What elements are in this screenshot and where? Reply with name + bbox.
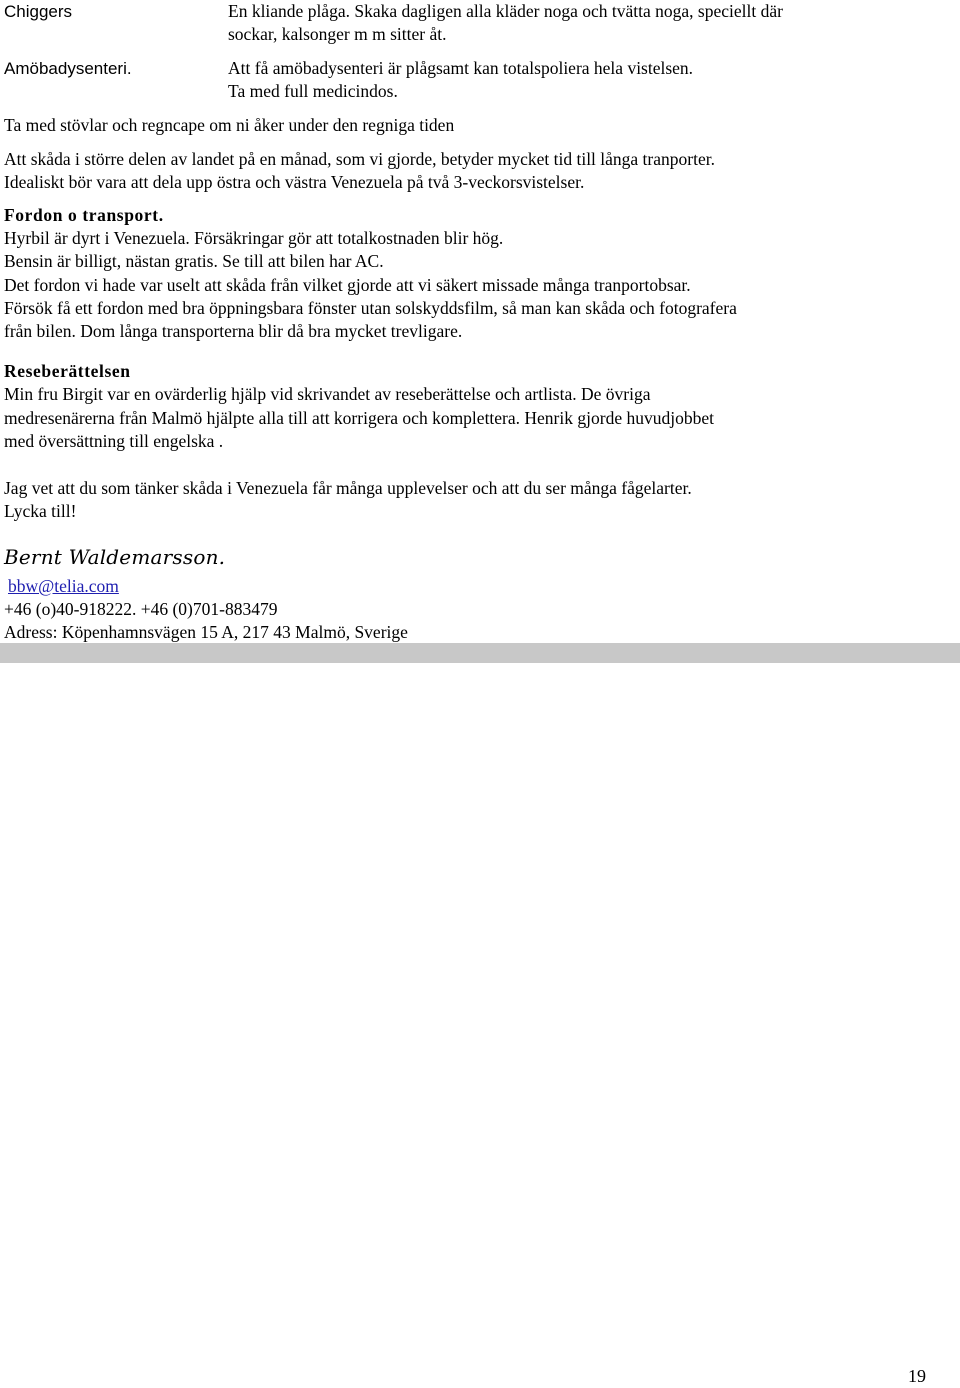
transport-line: Det fordon vi hade var uselt att skåda från vilket gjorde att vi säkert missade många tranportobsar. — [4, 275, 691, 295]
postal-address: Adress: Köpenhamnsvägen 15 A, 217 43 Malmö, Sverige — [4, 622, 408, 642]
desc-line: sockar, kalsonger m m sitter åt. — [228, 24, 447, 44]
desc-line: Att få amöbadysenteri är plågsamt kan totalspoliera hela vistelsen. — [228, 58, 694, 78]
transport-line: Bensin är billigt, nästan gratis. Se till att bilen har AC. — [4, 251, 384, 271]
month-paragraph-line: Att skåda i större delen av landet på en månad, som vi gjorde, betyder mycket tid till långa tranporter. — [4, 149, 715, 169]
desc-amobadysenteri — [228, 57, 948, 103]
story-line: med översättning till engelska . — [4, 431, 224, 451]
closing-line: Lycka till! — [4, 501, 77, 521]
email-link[interactable]: bbw@telia.com — [8, 576, 119, 596]
story-heading: Reseberättelsen — [4, 361, 131, 381]
signature: Bernt Waldemarsson. — [4, 545, 226, 569]
desc-line: Ta med full medicindos. — [228, 81, 398, 101]
gray-divider-bar — [0, 643, 960, 663]
transport-line: Försök få ett fordon med bra öppningsbara fönster utan solskyddsfilm, så man kan skåda och fotografera — [4, 298, 737, 318]
term-chiggers: Chiggers — [4, 2, 73, 21]
transport-heading: Fordon o transport. — [4, 205, 164, 225]
month-paragraph-line: Idealiskt bör vara att dela upp östra och västra Venezuela på två 3-veckorsvistelser. — [4, 172, 585, 192]
desc-line: En kliande plåga. Skaka dagligen alla kläder noga och tvätta noga, speciellt där — [228, 1, 783, 21]
story-line: medresenärerna från Malmö hjälpte alla till att korrigera och komplettera. Henrik gjorde huvudjobbet — [4, 408, 714, 428]
transport-line: Hyrbil är dyrt i Venezuela. Försäkringar gör att totalkostnaden blir hög. — [4, 228, 504, 248]
story-line: Min fru Birgit var en ovärderlig hjälp vid skrivandet av reseberättelse och artlista. De övriga — [4, 384, 651, 404]
phone-numbers: +46 (o)40-918222. +46 (0)701-883479 — [4, 599, 278, 619]
boots-note: Ta med stövlar och regncape om ni åker under den regniga tiden — [4, 115, 455, 135]
desc-chiggers — [228, 0, 948, 46]
page-number: 19 — [908, 1366, 926, 1386]
closing-line: Jag vet att du som tänker skåda i Venezuela får många upplevelser och att du ser många fågelarter. — [4, 478, 692, 498]
transport-line: från bilen. Dom långa transporterna blir då bra mycket trevligare. — [4, 321, 463, 341]
term-amobadysenteri: Amöbadysenteri. — [4, 59, 132, 78]
